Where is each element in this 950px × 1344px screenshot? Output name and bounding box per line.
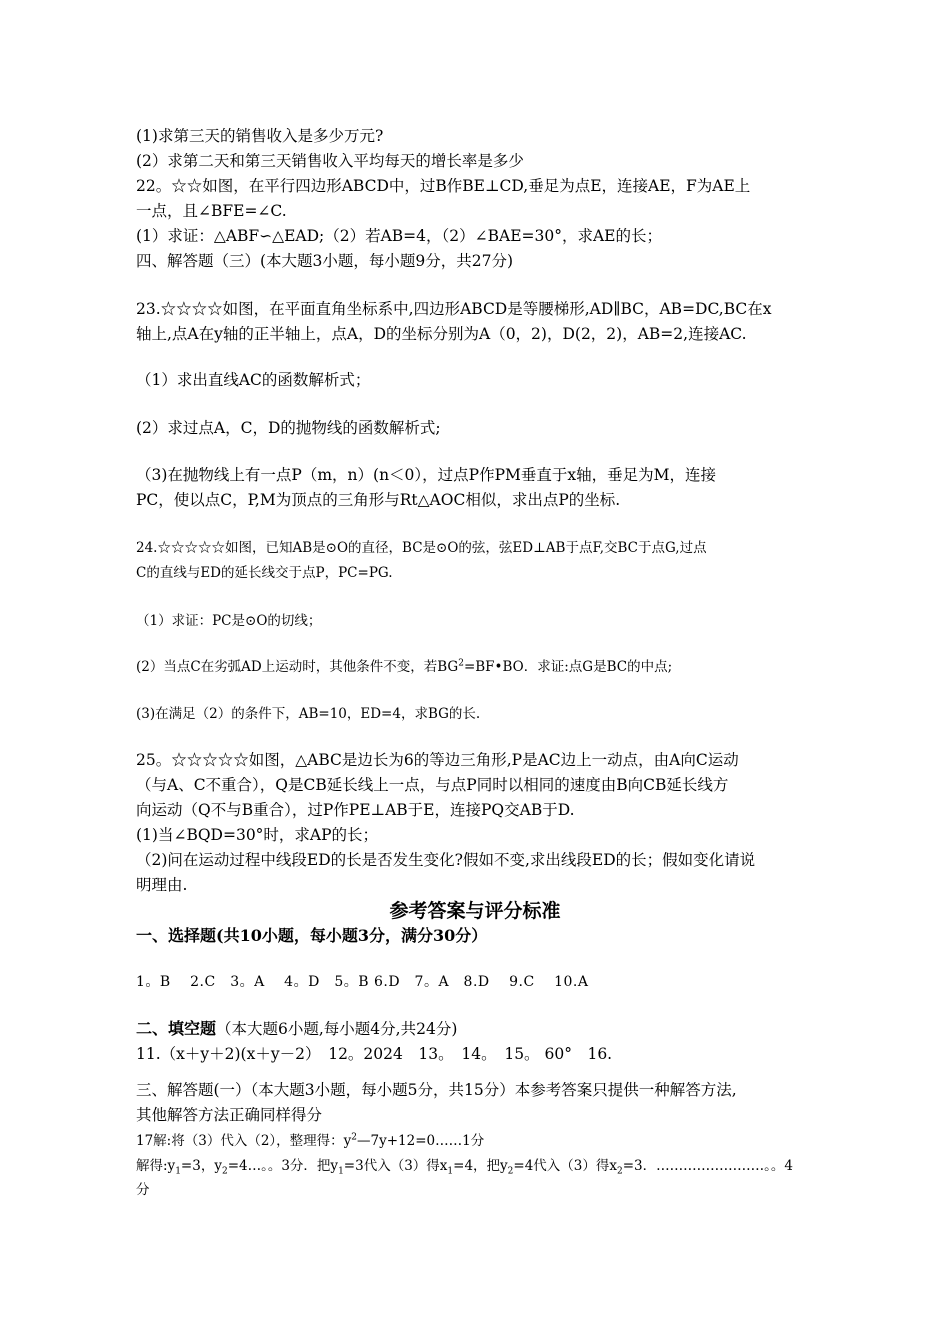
solution17-seg5: =4，把y bbox=[453, 1158, 508, 1174]
q21-part1: (1)求第三天的销售收入是多少万元? bbox=[136, 127, 384, 145]
q24-part2-text-a: (2）当点C在劣弧AD上运动时，其他条件不变，若BG bbox=[136, 659, 459, 675]
solution17-sub2: 2 bbox=[221, 1166, 228, 1176]
q24-line2: C的直线与ED的延长线交于点P，PC=PG. bbox=[136, 565, 393, 581]
answers-section1-heading: 一、选择题(共10小题，每小题3分，满分30分） bbox=[136, 926, 488, 945]
q23-part1: （1）求出直线AC的函数解析式； bbox=[136, 371, 371, 389]
q23-line1: 23.☆☆☆☆如图，在平面直角坐标系中,四边形ABCD是等腰梯形,AD∥BC，AB=DC,BC在x bbox=[136, 300, 772, 318]
q24-line1: 24.☆☆☆☆☆如图，已知AB是⊙O的直径，BC是⊙O的弦，弦ED⊥AB于点F,交BC于点G,过点 bbox=[136, 540, 707, 556]
solution17-seg3: =4…。。3分．把y bbox=[227, 1158, 339, 1174]
q25-line2: （与A、C不重合），Q是CB延长线上一点，与点P同时以相同的速度由B向CB延长线方 bbox=[136, 776, 729, 794]
q24-part1: （1）求证：PC是⊙O的切线； bbox=[136, 613, 322, 629]
solution17-sub5: 2 bbox=[507, 1166, 514, 1176]
q23-part3-line2: PC，使以点C，P,M为顶点的三角形与Rt△AOC相似，求出点P的坐标. bbox=[136, 491, 621, 509]
answers-section3-line1: 三、解答题(一）（本大题3小题，每小题5分，共15分）本参考答案只提供一种解答方法, bbox=[136, 1081, 737, 1099]
solution17-seg2: =3，y bbox=[180, 1158, 222, 1174]
q22-subquestions: (1）求证：△ABF∽△EAD;（2）若AB=4，（2）∠BAE=30°，求AE的长； bbox=[136, 227, 662, 245]
solution17-line1 bbox=[136, 1131, 826, 1151]
q23-part2: (2）求过点A，C，D的抛物线的函数解析式; bbox=[136, 419, 441, 437]
solution17-seg7: =3．……………………。。4 bbox=[622, 1158, 793, 1174]
solution17-sub6: 2 bbox=[617, 1166, 623, 1176]
section-4-heading: 四、解答题（三）(本大题3小题，每小题9分，共27分) bbox=[136, 252, 514, 270]
q25-line3: 向运动（Q不与B重合），过P作PE⊥AB于E，连接PQ交AB于D. bbox=[136, 801, 575, 819]
q23-part3-line1: （3)在抛物线上有一点P（m，n）(n＜0），过点P作PM垂直于x轴，垂足为M，连接 bbox=[136, 466, 717, 484]
answers-section3-line2: 其他解答方法正确同样得分 bbox=[136, 1106, 323, 1124]
answers-section2-fill: 11.（x＋y＋2)(x＋y－2） 12。2024 13。 14。 15。 60° 16. bbox=[136, 1045, 613, 1063]
solution17-text-a: 17解:将（3）代入（2），整理得：y bbox=[136, 1133, 352, 1149]
solution17-line3: 分 bbox=[136, 1182, 150, 1198]
solution17-sub3: 1 bbox=[338, 1166, 344, 1176]
q22-line2: 一点，且∠BFE=∠C. bbox=[136, 202, 287, 220]
q25-part1: (1)当∠BQD=30°时，求AP的长； bbox=[136, 826, 379, 844]
q24-part3: (3)在满足（2）的条件下，AB=10，ED=4，求BG的长. bbox=[136, 706, 481, 722]
solution17-line2 bbox=[136, 1156, 826, 1176]
q25-part2-line2: 明理由. bbox=[136, 876, 188, 894]
q23-line2: 轴上,点A在y轴的正半轴上，点A，D的坐标分别为A（0，2)，D(2，2)，AB=2,连接AC. bbox=[136, 325, 747, 343]
solution17-sup: 2 bbox=[351, 1132, 358, 1143]
answers-section2-note: （本大题6小题,每小题4分,共24分) bbox=[216, 1020, 458, 1038]
solution17-sub1: 1 bbox=[175, 1166, 181, 1176]
q24-part2-sup: 2 bbox=[458, 658, 464, 669]
q25-part2-line1: （2)问在运动过程中线段ED的长是否发生变化?假如不变,求出线段ED的长；假如变化请说 bbox=[136, 851, 756, 869]
answers-title: 参考答案与评分标准 bbox=[389, 900, 561, 922]
answers-section1-choices: 1。B 2.C 3。A 4。D 5。B 6.D 7。A 8.D 9.C 10.A bbox=[136, 974, 589, 990]
solution17-sub4: 1 bbox=[447, 1166, 454, 1176]
solution17-seg6: =4代入（3）得x bbox=[513, 1158, 618, 1174]
q22-line1: 22。☆☆如图，在平行四边形ABCD中，过B作BE⊥CD,垂足为点E，连接AE，F为AE上 bbox=[136, 177, 751, 195]
solution17-seg1: 解得:y bbox=[136, 1158, 176, 1174]
solution17-seg4: =3代入（3）得x bbox=[343, 1158, 448, 1174]
answers-section2-heading bbox=[136, 1019, 826, 1039]
q24-part2 bbox=[136, 657, 826, 677]
solution17-text-b: —7y+12=0……1分 bbox=[357, 1133, 485, 1149]
answers-section2-title: 二、填空题 bbox=[136, 1019, 217, 1038]
q21-part2: (2）求第二天和第三天销售收入平均每天的增长率是多少 bbox=[136, 152, 524, 170]
q24-part2-text-b: =BF•BO．求证:点G是BC的中点; bbox=[463, 659, 673, 675]
q25-line1: 25。☆☆☆☆☆如图，△ABC是边长为6的等边三角形,P是AC边上一动点，由A向C运动 bbox=[136, 751, 739, 769]
